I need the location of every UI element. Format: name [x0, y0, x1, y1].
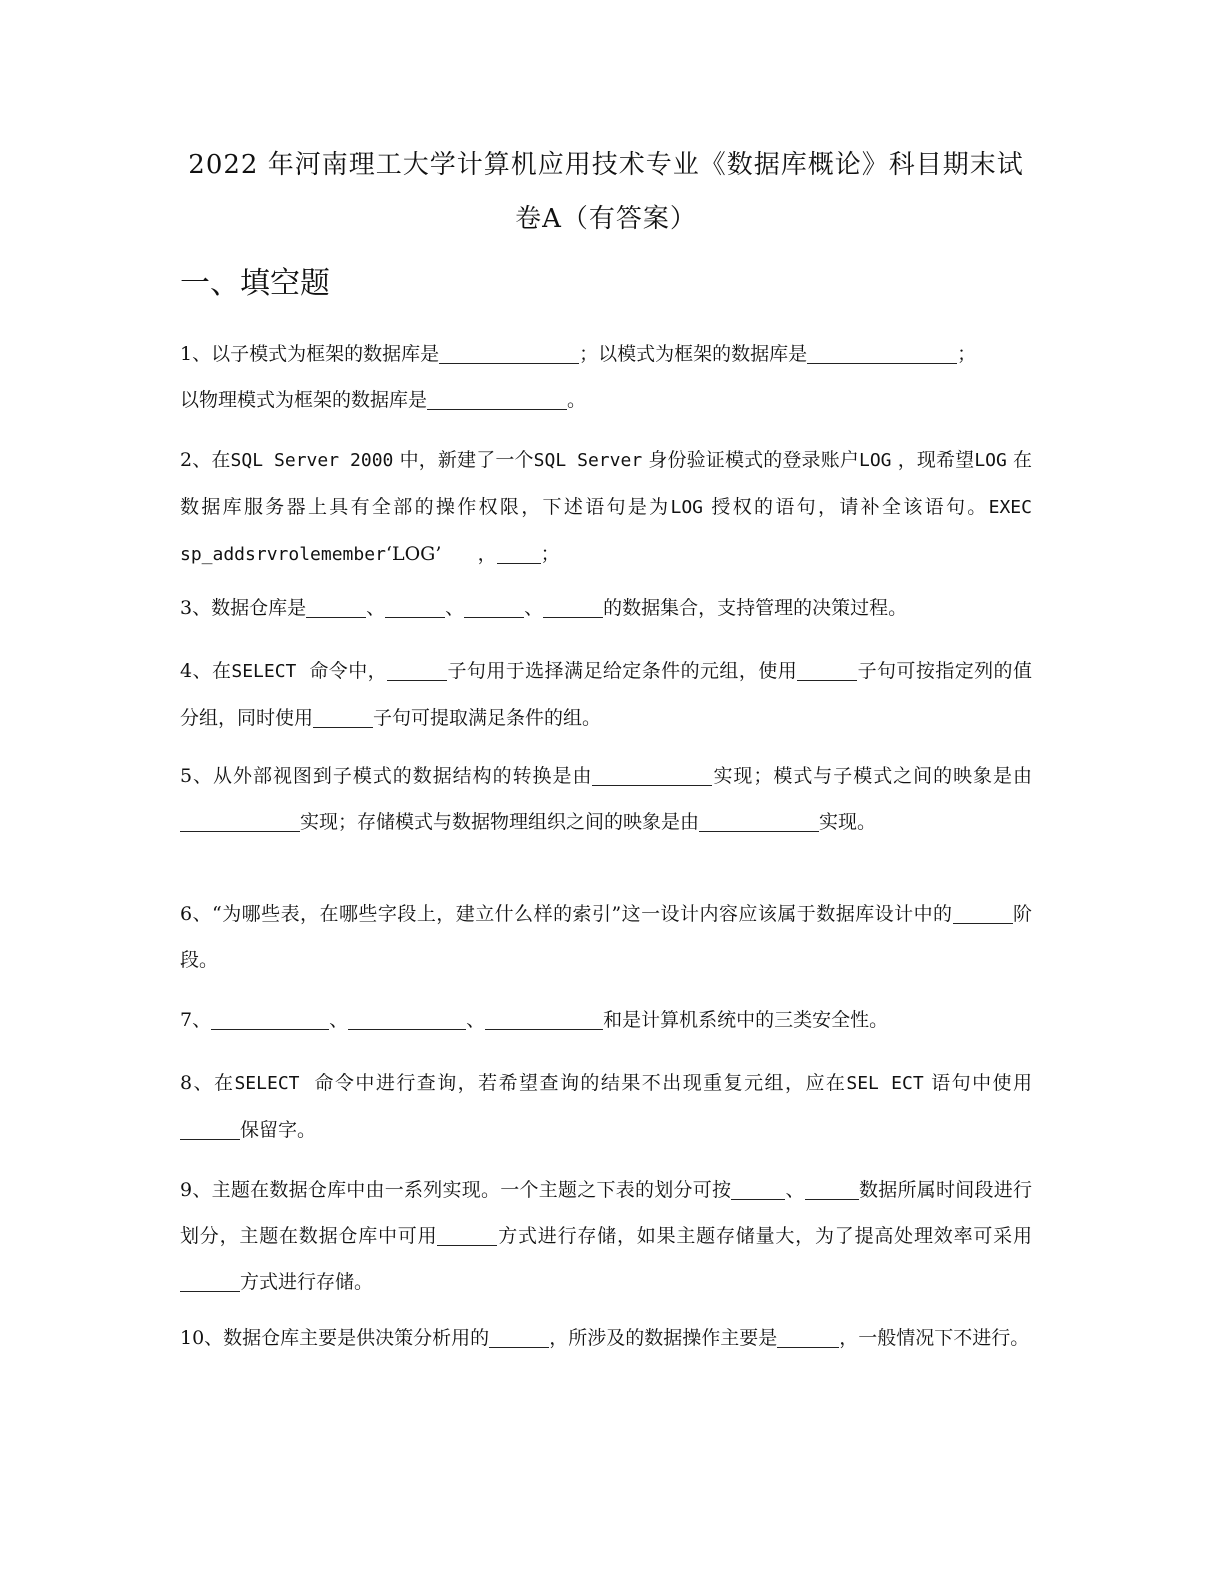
question-text: ‘LOG’ — [385, 543, 442, 565]
question-text: ； — [540, 543, 560, 565]
answer-blank[interactable] — [180, 1117, 240, 1140]
code-text: LOG — [974, 450, 1007, 471]
question-text: 4、在 — [180, 660, 232, 682]
question-2 — [180, 437, 1032, 578]
separator: 、 — [785, 1179, 805, 1201]
question-text: 10、数据仓库主要是供决策分析用的 — [180, 1327, 490, 1349]
question-text: ，现希望 — [891, 449, 975, 471]
code-text: SELECT — [234, 1073, 300, 1094]
separator: 、 — [524, 597, 544, 619]
answer-blank[interactable] — [427, 387, 567, 410]
answer-blank[interactable] — [497, 541, 541, 564]
answer-blank[interactable] — [797, 658, 857, 681]
question-7 — [180, 997, 1032, 1043]
question-text: 和是计算机系统中的三类安全性。 — [603, 1009, 889, 1031]
code-text: SQL Server 2000 — [230, 450, 394, 471]
document-title — [180, 138, 1032, 246]
answer-blank[interactable] — [211, 1007, 329, 1030]
question-text: ； — [957, 343, 977, 365]
question-text: 实现；存储模式与数据物理组织之间的映象是由 — [300, 811, 700, 833]
question-text: 方式进行存储。 — [240, 1271, 374, 1293]
question-text: 身份验证模式的登录账户 — [642, 449, 859, 471]
question-text: 保留字。 — [240, 1119, 317, 1141]
question-text: ；以模式为框架的数据库是 — [579, 343, 808, 365]
answer-blank[interactable] — [805, 1177, 859, 1200]
question-text: 3、数据仓库是 — [180, 597, 307, 619]
question-text: 2、在 — [180, 449, 231, 471]
question-text: 1、以子模式为框架的数据库是 — [180, 343, 440, 365]
section-heading: 一、填空题 — [180, 266, 330, 301]
question-4 — [180, 648, 1032, 741]
answer-blank[interactable] — [489, 1325, 549, 1348]
answer-blank[interactable] — [385, 595, 445, 618]
question-6 — [180, 891, 1032, 983]
question-text: 实现。 — [819, 811, 877, 833]
question-text: 。 — [567, 389, 587, 411]
answer-blank[interactable] — [306, 595, 366, 618]
question-text: ，一般情况下不进行。 — [839, 1327, 1030, 1349]
answer-blank[interactable] — [464, 595, 524, 618]
question-1 — [180, 331, 1032, 423]
answer-blank[interactable] — [439, 341, 579, 364]
answer-blank[interactable] — [807, 341, 957, 364]
question-text: 以物理模式为框架的数据库是 — [180, 389, 428, 411]
title-line-2: 卷A（有答案） — [515, 204, 697, 234]
code-text: SEL ECT — [846, 1073, 924, 1094]
code-text: SELECT — [231, 661, 297, 682]
answer-blank[interactable] — [180, 1269, 240, 1292]
question-8 — [180, 1060, 1032, 1153]
question-text: 命令中， — [296, 660, 388, 682]
question-text: 的数据集合，支持管理的决策过程。 — [603, 597, 908, 619]
question-9 — [180, 1167, 1032, 1305]
answer-blank[interactable] — [485, 1007, 603, 1030]
answer-blank[interactable] — [777, 1325, 839, 1348]
code-text: EXEC sp_addsrvrolemember — [180, 497, 1032, 565]
answer-blank[interactable] — [731, 1177, 785, 1200]
question-text: 5、从外部视图到子模式的数据结构的转换是由 — [180, 765, 593, 787]
question-3 — [180, 585, 1032, 631]
code-text: SQL Server — [533, 450, 643, 471]
question-text: ， — [441, 543, 497, 565]
answer-blank[interactable] — [437, 1223, 497, 1246]
separator: 、 — [445, 597, 465, 619]
question-text: 子句用于选择满足给定条件的元组，使用 — [447, 660, 798, 682]
answer-blank[interactable] — [313, 705, 373, 728]
question-text: 命令中进行查询，若希望查询的结果不出现重复元组，应在 — [299, 1072, 847, 1094]
question-text: 阶段。 — [180, 903, 1032, 971]
code-text: LOG — [670, 497, 704, 518]
question-text: 7、 — [180, 1009, 212, 1031]
question-text: 方式进行存储，如果主题存储量大，为了提高处理效率可采用 — [497, 1225, 1032, 1247]
question-5 — [180, 753, 1032, 845]
question-text: 子句可提取满足条件的组。 — [373, 707, 602, 729]
question-text: 在数据库服务器上具有全部的操作权限，下述语句是为 — [180, 449, 1033, 518]
separator: 、 — [366, 597, 386, 619]
code-text: LOG — [859, 450, 892, 471]
answer-blank[interactable] — [543, 595, 603, 618]
question-text: 中，新建了一个 — [393, 449, 534, 471]
question-text: 授权的语句，请补全该语句。 — [703, 496, 989, 518]
answer-blank[interactable] — [953, 901, 1013, 924]
answer-blank[interactable] — [180, 809, 300, 832]
question-text: 语句中使用 — [923, 1072, 1033, 1094]
answer-blank[interactable] — [348, 1007, 466, 1030]
question-10 — [180, 1315, 1032, 1361]
title-line-1: 2022 年河南理工大学计算机应用技术专业《数据库概论》科目期末试 — [188, 150, 1024, 180]
answer-blank[interactable] — [699, 809, 819, 832]
question-text: 6、“为哪些表，在哪些字段上，建立什么样的索引”这一设计内容应该属于数据库设计中的 — [180, 903, 953, 925]
question-text: 9、主题在数据仓库中由一系列实现。一个主题之下表的划分可按 — [180, 1179, 732, 1201]
question-text: 实现；模式与子模式之间的映象是由 — [712, 765, 1032, 787]
question-text: ，所涉及的数据操作主要是 — [549, 1327, 778, 1349]
answer-blank[interactable] — [592, 763, 712, 786]
answer-blank[interactable] — [387, 658, 447, 681]
question-text: 子句可按指定列的值分组，同时使用 — [180, 660, 1032, 729]
question-text: 8、在 — [180, 1072, 235, 1094]
question-text: 数据所属时间段进行划分，主题在数据仓库中可用 — [180, 1179, 1032, 1247]
separator: 、 — [329, 1009, 349, 1031]
separator: 、 — [466, 1009, 486, 1031]
